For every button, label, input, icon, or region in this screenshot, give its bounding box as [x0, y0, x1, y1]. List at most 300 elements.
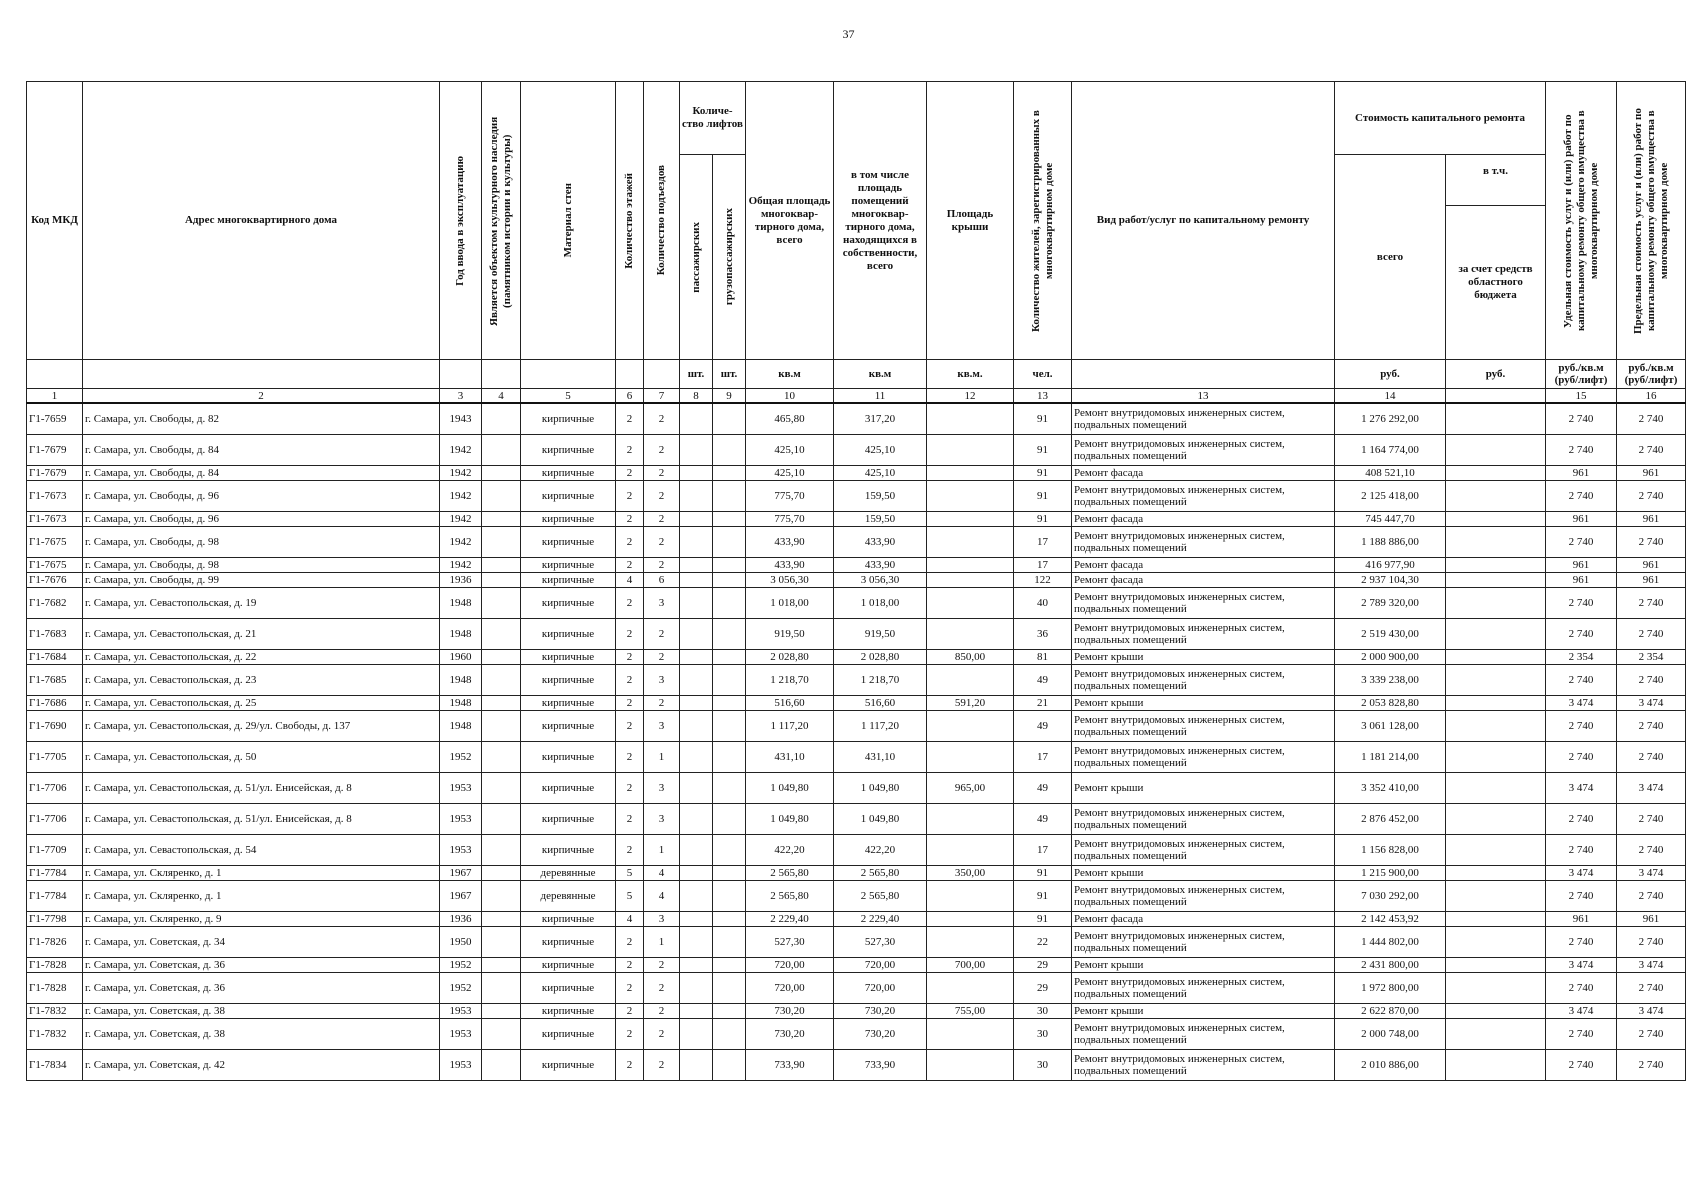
cell-unit-cost: 961	[1546, 512, 1617, 527]
header-entrances: Количество подъездов	[644, 82, 680, 360]
cell-floors: 2	[616, 588, 644, 619]
cell-owned-area: 516,60	[834, 696, 927, 711]
unit-sqm: кв.м	[746, 360, 834, 389]
cell-walls: кирпичные	[521, 558, 616, 573]
header-unit-cost: Удельная стоимость услуг и (или) работ по капитальному ремонту общего имущества в многоквартирном доме	[1546, 82, 1617, 360]
cell-owned-area: 527,30	[834, 927, 927, 958]
cell-lifts-passenger	[680, 912, 713, 927]
table-row	[27, 1019, 1686, 1050]
cell-roof-area	[927, 527, 1014, 558]
cell-unit-cost: 2 740	[1546, 881, 1617, 912]
cell-unit-cost: 2 740	[1546, 835, 1617, 866]
cell-year: 1942	[440, 558, 482, 573]
cell-cost-regional	[1446, 1050, 1546, 1081]
cell-max-cost: 2 740	[1617, 881, 1686, 912]
cell-heritage	[482, 711, 521, 742]
table-row	[27, 588, 1686, 619]
cell-floors: 2	[616, 696, 644, 711]
cell-total-area: 775,70	[746, 512, 834, 527]
cell-year: 1950	[440, 927, 482, 958]
cell-lifts-freight	[713, 558, 746, 573]
column-number: 2	[83, 389, 440, 404]
cell-unit-cost: 2 740	[1546, 527, 1617, 558]
cell-lifts-freight	[713, 435, 746, 466]
cell-max-cost: 3 474	[1617, 866, 1686, 881]
cell-total-area: 431,10	[746, 742, 834, 773]
cell-max-cost: 961	[1617, 558, 1686, 573]
cell-unit-cost: 961	[1546, 912, 1617, 927]
cell-owned-area: 919,50	[834, 619, 927, 650]
cell-residents: 17	[1014, 742, 1072, 773]
cell-lifts-freight	[713, 866, 746, 881]
cell-year: 1948	[440, 665, 482, 696]
cell-entrances: 1	[644, 742, 680, 773]
cell-cost-regional	[1446, 773, 1546, 804]
cell-total-area: 919,50	[746, 619, 834, 650]
cell-cost-regional	[1446, 435, 1546, 466]
cell-lifts-freight	[713, 665, 746, 696]
cell-cost-total: 2 010 886,00	[1335, 1050, 1446, 1081]
cell-roof-area	[927, 435, 1014, 466]
cell-cost-total: 1 215 900,00	[1335, 866, 1446, 881]
cell-max-cost: 961	[1617, 912, 1686, 927]
cell-lifts-passenger	[680, 1050, 713, 1081]
cell-entrances: 2	[644, 558, 680, 573]
cell-total-area: 1 218,70	[746, 665, 834, 696]
cell-heritage	[482, 881, 521, 912]
cell-roof-area	[927, 466, 1014, 481]
cell-max-cost: 2 740	[1617, 527, 1686, 558]
cell-work-type: Ремонт крыши	[1072, 650, 1335, 665]
cell-heritage	[482, 958, 521, 973]
cell-floors: 2	[616, 958, 644, 973]
cell-lifts-freight	[713, 912, 746, 927]
header-owned-area: в том числе площадь помещений многоквар-тирного дома, находящихся в собственности, всего	[834, 82, 927, 360]
cell-cost-regional	[1446, 665, 1546, 696]
cell-max-cost: 961	[1617, 466, 1686, 481]
cell-floors: 2	[616, 742, 644, 773]
table-row	[27, 804, 1686, 835]
cell-floors: 2	[616, 1004, 644, 1019]
cell-address: г. Самара, ул. Советская, д. 42	[83, 1050, 440, 1081]
unit-rub-sqm: руб./кв.м (руб/лифт)	[1546, 360, 1617, 389]
cell-lifts-passenger	[680, 573, 713, 588]
cell-max-cost: 2 740	[1617, 588, 1686, 619]
header-year: Год ввода в эксплуатацию	[440, 82, 482, 360]
cell-residents: 91	[1014, 512, 1072, 527]
cell-entrances: 4	[644, 866, 680, 881]
table-row	[27, 742, 1686, 773]
cell-entrances: 3	[644, 711, 680, 742]
cell-cost-total: 2 937 104,30	[1335, 573, 1446, 588]
cell-floors: 2	[616, 527, 644, 558]
cell-cost-regional	[1446, 711, 1546, 742]
cell-code: Г1-7679	[27, 466, 83, 481]
cell-heritage	[482, 588, 521, 619]
column-number: 14	[1335, 389, 1446, 404]
column-number: 13	[1014, 389, 1072, 404]
cell-year: 1942	[440, 481, 482, 512]
cell-heritage	[482, 835, 521, 866]
cell-code: Г1-7832	[27, 1019, 83, 1050]
cell-code: Г1-7709	[27, 835, 83, 866]
header-walls: Материал стен	[521, 82, 616, 360]
cell-cost-regional	[1446, 912, 1546, 927]
cell-max-cost: 2 740	[1617, 435, 1686, 466]
cell-year: 1948	[440, 619, 482, 650]
cell-lifts-freight	[713, 1050, 746, 1081]
cell-owned-area: 730,20	[834, 1019, 927, 1050]
cell-roof-area	[927, 835, 1014, 866]
cell-address: г. Самара, ул. Скляренко, д. 9	[83, 912, 440, 927]
cell-roof-area: 350,00	[927, 866, 1014, 881]
cell-walls: кирпичные	[521, 403, 616, 435]
cell-total-area: 1 117,20	[746, 711, 834, 742]
unit-rub: руб.	[1335, 360, 1446, 389]
cell-residents: 49	[1014, 773, 1072, 804]
cell-owned-area: 2 229,40	[834, 912, 927, 927]
cell-work-type: Ремонт фасада	[1072, 466, 1335, 481]
cell-total-area: 730,20	[746, 1004, 834, 1019]
cell-address: г. Самара, ул. Советская, д. 38	[83, 1019, 440, 1050]
cell-walls: кирпичные	[521, 711, 616, 742]
cell-cost-regional	[1446, 866, 1546, 881]
cell-cost-total: 2 053 828,80	[1335, 696, 1446, 711]
cell-residents: 91	[1014, 435, 1072, 466]
cell-lifts-freight	[713, 588, 746, 619]
cell-lifts-freight	[713, 696, 746, 711]
cell-cost-total: 2 142 453,92	[1335, 912, 1446, 927]
cell-lifts-passenger	[680, 958, 713, 973]
cell-heritage	[482, 481, 521, 512]
cell-roof-area	[927, 711, 1014, 742]
cell-work-type: Ремонт внутридомовых инженерных систем, подвальных помещений	[1072, 804, 1335, 835]
cell-cost-total: 3 061 128,00	[1335, 711, 1446, 742]
cell-max-cost: 2 740	[1617, 403, 1686, 435]
cell-work-type: Ремонт внутридомовых инженерных систем, подвальных помещений	[1072, 711, 1335, 742]
column-number: 11	[834, 389, 927, 404]
cell-unit-cost: 3 474	[1546, 1004, 1617, 1019]
cell-cost-total: 1 444 802,00	[1335, 927, 1446, 958]
table-row	[27, 1050, 1686, 1081]
cell-cost-total: 408 521,10	[1335, 466, 1446, 481]
table-row	[27, 881, 1686, 912]
cell-code: Г1-7798	[27, 912, 83, 927]
cell-owned-area: 433,90	[834, 558, 927, 573]
cell-year: 1942	[440, 435, 482, 466]
cell-floors: 5	[616, 881, 644, 912]
cell-entrances: 4	[644, 881, 680, 912]
cell-cost-total: 1 181 214,00	[1335, 742, 1446, 773]
cell-total-area: 516,60	[746, 696, 834, 711]
table-row	[27, 527, 1686, 558]
cell-entrances: 2	[644, 403, 680, 435]
cell-cost-regional	[1446, 558, 1546, 573]
cell-year: 1942	[440, 512, 482, 527]
table-row	[27, 466, 1686, 481]
cell-entrances: 1	[644, 835, 680, 866]
unit-rub: руб.	[1446, 360, 1546, 389]
table-row	[27, 912, 1686, 927]
cell-residents: 29	[1014, 958, 1072, 973]
header-floors: Количество этажей	[616, 82, 644, 360]
cell-year: 1948	[440, 696, 482, 711]
cell-address: г. Самара, ул. Севастопольская, д. 54	[83, 835, 440, 866]
cell-owned-area: 1 117,20	[834, 711, 927, 742]
cell-heritage	[482, 403, 521, 435]
cell-address: г. Самара, ул. Советская, д. 34	[83, 927, 440, 958]
cell-cost-total: 2 431 800,00	[1335, 958, 1446, 973]
cell-roof-area	[927, 1019, 1014, 1050]
cell-floors: 2	[616, 711, 644, 742]
cell-address: г. Самара, ул. Севастопольская, д. 21	[83, 619, 440, 650]
table-row	[27, 665, 1686, 696]
cell-lifts-freight	[713, 927, 746, 958]
column-number: 3	[440, 389, 482, 404]
unit-rub-sqm: руб./кв.м (руб/лифт)	[1617, 360, 1686, 389]
cell-residents: 91	[1014, 881, 1072, 912]
cell-lifts-passenger	[680, 866, 713, 881]
cell-cost-regional	[1446, 588, 1546, 619]
cell-cost-total: 7 030 292,00	[1335, 881, 1446, 912]
cell-lifts-passenger	[680, 435, 713, 466]
header-max-cost: Предельная стоимость услуг и (или) работ по капитальному ремонту общего имущества в многоквартирном доме	[1617, 82, 1686, 360]
cell-year: 1953	[440, 835, 482, 866]
cell-address: г. Самара, ул. Свободы, д. 96	[83, 512, 440, 527]
cell-floors: 2	[616, 650, 644, 665]
cell-work-type: Ремонт внутридомовых инженерных систем, подвальных помещений	[1072, 403, 1335, 435]
cell-roof-area: 965,00	[927, 773, 1014, 804]
cell-lifts-passenger	[680, 466, 713, 481]
cell-max-cost: 3 474	[1617, 958, 1686, 973]
table-row	[27, 1004, 1686, 1019]
cell-residents: 17	[1014, 527, 1072, 558]
table-body	[27, 403, 1686, 1081]
cell-code: Г1-7705	[27, 742, 83, 773]
cell-lifts-passenger	[680, 588, 713, 619]
cell-address: г. Самара, ул. Севастопольская, д. 23	[83, 665, 440, 696]
cell-address: г. Самара, ул. Севастопольская, д. 25	[83, 696, 440, 711]
cell-address: г. Самара, ул. Свободы, д. 84	[83, 466, 440, 481]
table-row	[27, 403, 1686, 435]
cell-max-cost: 3 474	[1617, 773, 1686, 804]
cell-max-cost: 2 740	[1617, 973, 1686, 1004]
cell-walls: кирпичные	[521, 804, 616, 835]
cell-roof-area	[927, 973, 1014, 1004]
cell-unit-cost: 961	[1546, 558, 1617, 573]
cell-floors: 2	[616, 512, 644, 527]
cell-walls: кирпичные	[521, 696, 616, 711]
cell-lifts-freight	[713, 650, 746, 665]
cell-lifts-passenger	[680, 696, 713, 711]
header-residents: Количество жителей, зарегистрированных в многоквартирном доме	[1014, 82, 1072, 360]
cell-residents: 30	[1014, 1050, 1072, 1081]
cell-entrances: 2	[644, 435, 680, 466]
cell-owned-area: 730,20	[834, 1004, 927, 1019]
cell-year: 1942	[440, 466, 482, 481]
cell-lifts-freight	[713, 481, 746, 512]
column-number: 13	[1072, 389, 1335, 404]
cell-heritage	[482, 804, 521, 835]
cell-walls: кирпичные	[521, 1019, 616, 1050]
cell-work-type: Ремонт фасада	[1072, 912, 1335, 927]
table-row	[27, 866, 1686, 881]
cell-floors: 2	[616, 435, 644, 466]
cell-lifts-passenger	[680, 650, 713, 665]
cell-max-cost: 2 740	[1617, 665, 1686, 696]
cell-max-cost: 2 740	[1617, 804, 1686, 835]
cell-max-cost: 2 740	[1617, 742, 1686, 773]
cell-total-area: 1 049,80	[746, 804, 834, 835]
cell-cost-total: 416 977,90	[1335, 558, 1446, 573]
cell-residents: 30	[1014, 1004, 1072, 1019]
cell-code: Г1-7679	[27, 435, 83, 466]
cell-lifts-passenger	[680, 742, 713, 773]
cell-cost-regional	[1446, 973, 1546, 1004]
cell-cost-regional	[1446, 881, 1546, 912]
cell-total-area: 422,20	[746, 835, 834, 866]
cell-owned-area: 433,90	[834, 527, 927, 558]
cell-code: Г1-7784	[27, 881, 83, 912]
cell-floors: 2	[616, 481, 644, 512]
cell-code: Г1-7706	[27, 773, 83, 804]
cell-heritage	[482, 773, 521, 804]
cell-work-type: Ремонт крыши	[1072, 958, 1335, 973]
cell-walls: деревянные	[521, 881, 616, 912]
unit-sqm: кв.м.	[927, 360, 1014, 389]
cell-address: г. Самара, ул. Севастопольская, д. 50	[83, 742, 440, 773]
cell-total-area: 2 028,80	[746, 650, 834, 665]
header-total-area: Общая площадь многоквар-тирного дома, всего	[746, 82, 834, 360]
cell-owned-area: 159,50	[834, 481, 927, 512]
cell-address: г. Самара, ул. Севастопольская, д. 51/ул. Енисейская, д. 8	[83, 773, 440, 804]
cell-unit-cost: 2 354	[1546, 650, 1617, 665]
cell-total-area: 425,10	[746, 466, 834, 481]
cell-total-area: 425,10	[746, 435, 834, 466]
cell-year: 1948	[440, 711, 482, 742]
cell-roof-area	[927, 588, 1014, 619]
cell-walls: кирпичные	[521, 619, 616, 650]
table-row	[27, 958, 1686, 973]
cell-address: г. Самара, ул. Свободы, д. 84	[83, 435, 440, 466]
cell-heritage	[482, 665, 521, 696]
header-cost-incl: в т.ч.	[1446, 155, 1546, 206]
cell-floors: 2	[616, 835, 644, 866]
cell-residents: 49	[1014, 711, 1072, 742]
cell-address: г. Самара, ул. Скляренко, д. 1	[83, 881, 440, 912]
table-row	[27, 558, 1686, 573]
cell-cost-regional	[1446, 650, 1546, 665]
cell-floors: 2	[616, 403, 644, 435]
column-number: 8	[680, 389, 713, 404]
column-number: 16	[1617, 389, 1686, 404]
cell-residents: 36	[1014, 619, 1072, 650]
unit-people: чел.	[1014, 360, 1072, 389]
cell-residents: 91	[1014, 866, 1072, 881]
cell-owned-area: 425,10	[834, 466, 927, 481]
cell-max-cost: 2 740	[1617, 1050, 1686, 1081]
cell-cost-regional	[1446, 403, 1546, 435]
cell-heritage	[482, 527, 521, 558]
cell-residents: 122	[1014, 573, 1072, 588]
cell-lifts-freight	[713, 1019, 746, 1050]
cell-owned-area: 2 565,80	[834, 866, 927, 881]
cell-walls: кирпичные	[521, 773, 616, 804]
cell-unit-cost: 2 740	[1546, 435, 1617, 466]
cell-entrances: 2	[644, 1004, 680, 1019]
cell-code: Г1-7659	[27, 403, 83, 435]
cell-heritage	[482, 927, 521, 958]
cell-residents: 91	[1014, 403, 1072, 435]
cell-address: г. Самара, ул. Свободы, д. 96	[83, 481, 440, 512]
cell-code: Г1-7784	[27, 866, 83, 881]
cell-total-area: 465,80	[746, 403, 834, 435]
cell-unit-cost: 2 740	[1546, 804, 1617, 835]
cell-lifts-passenger	[680, 973, 713, 1004]
cell-cost-regional	[1446, 527, 1546, 558]
cell-work-type: Ремонт крыши	[1072, 696, 1335, 711]
capital-repair-table	[26, 81, 1686, 1081]
cell-total-area: 3 056,30	[746, 573, 834, 588]
cell-roof-area	[927, 665, 1014, 696]
cell-cost-total: 1 188 886,00	[1335, 527, 1446, 558]
cell-work-type: Ремонт внутридомовых инженерных систем, подвальных помещений	[1072, 665, 1335, 696]
cell-total-area: 1 018,00	[746, 588, 834, 619]
cell-walls: кирпичные	[521, 1004, 616, 1019]
cell-lifts-freight	[713, 619, 746, 650]
cell-work-type: Ремонт внутридомовых инженерных систем, подвальных помещений	[1072, 742, 1335, 773]
cell-entrances: 6	[644, 573, 680, 588]
cell-lifts-freight	[713, 804, 746, 835]
cell-max-cost: 961	[1617, 512, 1686, 527]
cell-work-type: Ремонт внутридомовых инженерных систем, подвальных помещений	[1072, 619, 1335, 650]
cell-residents: 91	[1014, 912, 1072, 927]
cell-address: г. Самара, ул. Севастопольская, д. 51/ул. Енисейская, д. 8	[83, 804, 440, 835]
cell-lifts-passenger	[680, 773, 713, 804]
cell-lifts-passenger	[680, 927, 713, 958]
cell-total-area: 2 565,80	[746, 866, 834, 881]
header-lifts-freight: грузопассажирских	[713, 155, 746, 360]
column-number: 5	[521, 389, 616, 404]
cell-lifts-freight	[713, 773, 746, 804]
cell-lifts-freight	[713, 403, 746, 435]
cell-lifts-passenger	[680, 1004, 713, 1019]
cell-work-type: Ремонт внутридомовых инженерных систем, подвальных помещений	[1072, 973, 1335, 1004]
cell-lifts-passenger	[680, 481, 713, 512]
cell-unit-cost: 2 740	[1546, 403, 1617, 435]
column-number: 7	[644, 389, 680, 404]
cell-unit-cost: 2 740	[1546, 1019, 1617, 1050]
table-row	[27, 573, 1686, 588]
column-number	[1446, 389, 1546, 404]
cell-unit-cost: 2 740	[1546, 973, 1617, 1004]
table-row	[27, 927, 1686, 958]
header-cost-total: всего	[1335, 155, 1446, 360]
cell-address: г. Самара, ул. Севастопольская, д. 29/ул. Свободы, д. 137	[83, 711, 440, 742]
cell-heritage	[482, 466, 521, 481]
cell-roof-area	[927, 573, 1014, 588]
cell-lifts-passenger	[680, 1019, 713, 1050]
cell-lifts-passenger	[680, 527, 713, 558]
table-row	[27, 711, 1686, 742]
cell-owned-area: 425,10	[834, 435, 927, 466]
cell-unit-cost: 2 740	[1546, 1050, 1617, 1081]
cell-code: Г1-7675	[27, 527, 83, 558]
cell-entrances: 2	[644, 481, 680, 512]
cell-lifts-passenger	[680, 711, 713, 742]
cell-entrances: 3	[644, 588, 680, 619]
cell-total-area: 1 049,80	[746, 773, 834, 804]
